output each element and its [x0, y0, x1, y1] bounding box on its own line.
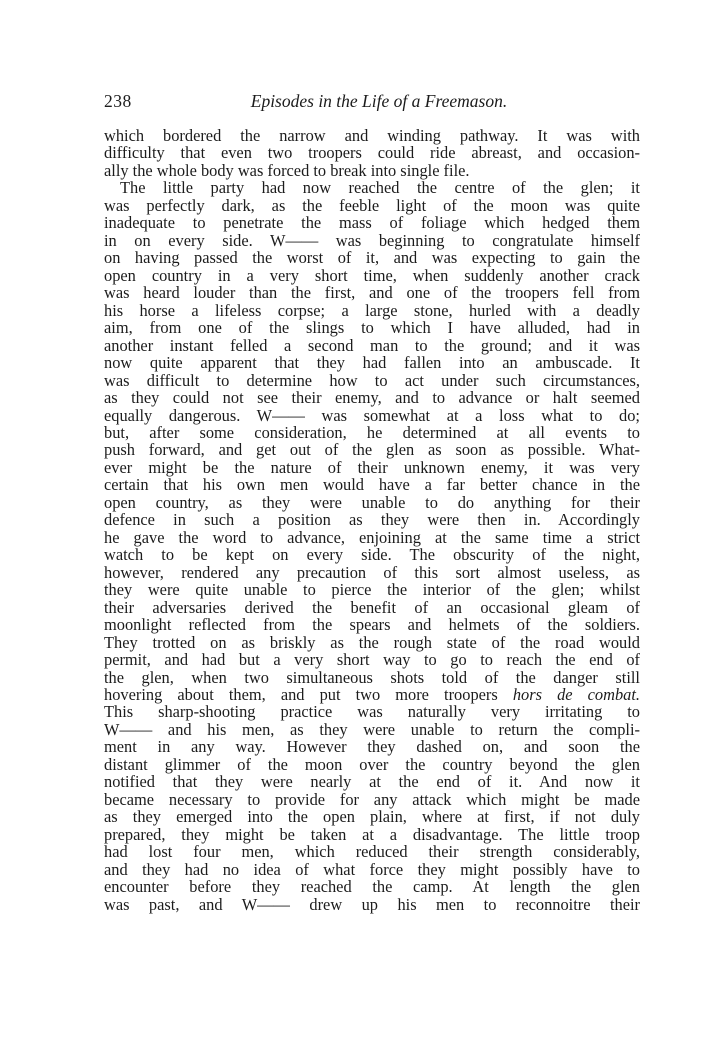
- text-line-content: notified that they were nearly at the end of it. And now it: [104, 772, 640, 792]
- italic-phrase: hors de combat.: [512, 685, 640, 704]
- text-line-content: encounter before they reached the camp. At length the glen: [104, 877, 640, 897]
- text-line-content: ment in any way. However they dashed on, and soon the: [104, 737, 640, 757]
- text-line: [104, 564, 640, 581]
- text-line-content: open country, as they were unable to do anything for their: [104, 492, 640, 512]
- text-line: [104, 407, 640, 424]
- text-line: [104, 669, 640, 686]
- text-line: [104, 232, 640, 249]
- text-line-content: became necessary to provide for any attack which might be made: [104, 789, 640, 809]
- text-line: [104, 144, 640, 161]
- text-line-content: as they emerged into the open plain, where at first, if not duly: [104, 807, 640, 827]
- text-line-content: They trotted on as briskly as the rough state of the road would: [104, 632, 640, 652]
- text-line: [104, 441, 640, 458]
- text-line: [104, 599, 640, 616]
- text-line: [104, 389, 640, 406]
- text-line: [104, 896, 640, 913]
- text-line: [104, 738, 640, 755]
- text-line-content: was difficult to determine how to act under such circumstances,: [104, 370, 640, 390]
- text-line-content: and they had no idea of what force they might possibly have to: [104, 859, 640, 879]
- text-line: [104, 703, 640, 720]
- text-line-content: distant glimmer of the moon over the country beyond the glen: [104, 754, 640, 774]
- text-line-content: but, after some consideration, he determined at all events to: [104, 422, 640, 442]
- text-line-content: hovering about them, and put two more troopers: [104, 685, 513, 704]
- text-line-content: W—— and his men, as they were unable to return the compli-: [104, 719, 640, 739]
- text-line: [104, 546, 640, 563]
- text-line: [104, 424, 640, 441]
- text-line-content: difficulty that even two troopers could ride abreast, and occasion-: [104, 143, 640, 163]
- text-line: [104, 162, 640, 179]
- text-line: [104, 319, 640, 336]
- text-line-content: now quite apparent that they had fallen into an ambuscade. It: [104, 353, 640, 373]
- text-line: [104, 459, 640, 476]
- text-line: [104, 878, 640, 895]
- text-line-content: ally the whole body was forced to break into single file.: [104, 160, 470, 180]
- text-line: [104, 721, 640, 738]
- text-line: [104, 634, 640, 651]
- text-line-content: ever might be the nature of their unknown enemy, it was very: [104, 457, 640, 477]
- text-line: [104, 494, 640, 511]
- text-line-content: was perfectly dark, as the feeble light of the moon was quite: [104, 195, 640, 215]
- text-line: [104, 127, 640, 144]
- text-line: [104, 302, 640, 319]
- text-line-content: aim, from one of the slings to which I have alluded, had in: [104, 318, 640, 338]
- text-line: [104, 179, 640, 196]
- text-line-content: permit, and had but a very short way to go to reach the end of: [104, 650, 640, 670]
- text-line: [104, 791, 640, 808]
- text-line-content: The little party had now reached the centre of the glen; it: [120, 178, 640, 198]
- text-line-content: This sharp-shooting practice was naturally very irritating to: [104, 702, 640, 722]
- text-line: [104, 249, 640, 266]
- text-line: [104, 686, 640, 703]
- text-line-content: his horse a lifeless corpse; a large stone, hurled with a deadly: [104, 300, 640, 320]
- text-line: [104, 581, 640, 598]
- page-header: [104, 86, 640, 116]
- text-line: [104, 861, 640, 878]
- text-line-content: certain that his own men would have a far better chance in the: [104, 475, 640, 495]
- page-number: 238: [104, 91, 132, 111]
- text-line-content: watch to be kept on every side. The obscurity of the night,: [104, 545, 640, 565]
- text-line: [104, 843, 640, 860]
- text-line: [104, 372, 640, 389]
- text-line: [104, 616, 640, 633]
- text-line: [104, 651, 640, 668]
- text-line: [104, 529, 640, 546]
- text-line: [104, 197, 640, 214]
- text-line-content: push forward, and get out of the glen as soon as possible. What-: [104, 440, 640, 460]
- text-line-content: inadequate to penetrate the mass of foliage which hedged them: [104, 213, 640, 233]
- text-line-content: they were quite unable to pierce the interior of the glen; whilst: [104, 580, 640, 600]
- text-line-content: he gave the word to advance, enjoining at the same time a strict: [104, 527, 640, 547]
- text-line-content: was past, and W—— drew up his men to reconnoitre their: [104, 894, 640, 914]
- text-line-content: equally dangerous. W—— was somewhat at a loss what to do;: [104, 405, 640, 425]
- body-text: [104, 127, 640, 913]
- text-line: [104, 773, 640, 790]
- text-line-content: on having passed the worst of it, and was expecting to gain the: [104, 248, 640, 268]
- text-line: [104, 267, 640, 284]
- text-line-content: as they could not see their enemy, and to advance or halt seemed: [104, 388, 640, 408]
- text-line-content: the glen, when two simultaneous shots told of the danger still: [104, 667, 640, 687]
- text-line-content: in on every side. W—— was beginning to congratulate himself: [104, 230, 640, 250]
- text-line-content: moonlight reflected from the spears and helmets of the soldiers.: [104, 615, 640, 635]
- text-line: [104, 826, 640, 843]
- text-line-content: another instant felled a second man to the ground; and it was: [104, 335, 640, 355]
- text-line-content: prepared, they might be taken at a disadvantage. The little troop: [104, 824, 640, 844]
- running-title: Episodes in the Life of a Freemason.: [250, 91, 508, 111]
- text-line: [104, 354, 640, 371]
- text-line: [104, 214, 640, 231]
- text-line-content: was heard louder than the first, and one of the troopers fell from: [104, 283, 640, 303]
- text-line: [104, 511, 640, 528]
- text-line-content: defence in such a position as they were then in. Accordingly: [104, 510, 640, 530]
- text-line-content: their adversaries derived the benefit of an occasional gleam of: [104, 597, 640, 617]
- text-line: [104, 756, 640, 773]
- text-line-content: however, rendered any precaution of this sort almost useless, as: [104, 562, 640, 582]
- text-line: [104, 808, 640, 825]
- text-line: [104, 337, 640, 354]
- text-line-content: open country in a very short time, when suddenly another crack: [104, 265, 640, 285]
- text-line-content: which bordered the narrow and winding pathway. It was with: [104, 126, 640, 145]
- text-line-content: had lost four men, which reduced their strength considerably,: [104, 842, 640, 862]
- text-line: [104, 284, 640, 301]
- text-line: [104, 476, 640, 493]
